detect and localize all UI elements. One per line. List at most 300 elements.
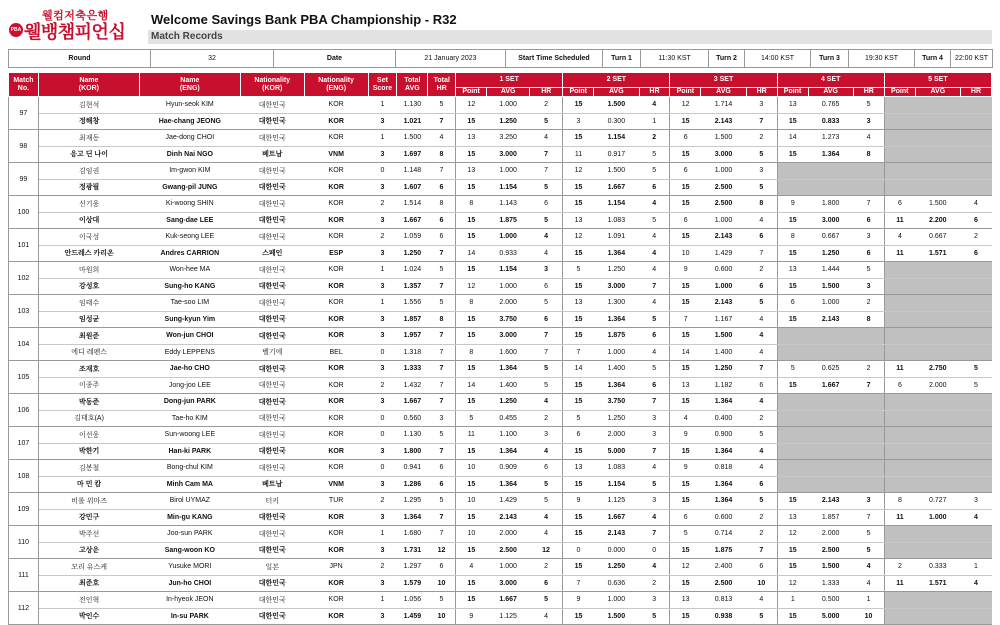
- set-4-avg: [808, 163, 853, 180]
- player-row: [9, 179, 992, 196]
- set-4-hr: 4: [853, 559, 884, 576]
- player-row: [9, 542, 992, 559]
- set-3-point: 15: [670, 394, 701, 411]
- player-name-eng: Birol UYMAZ: [139, 493, 240, 510]
- turn-2-time: 14:00 KST: [745, 50, 811, 68]
- set-2-avg: 1.364: [594, 311, 639, 328]
- set-3-hr: 7: [746, 542, 777, 559]
- set-2-hr: 4: [639, 344, 670, 361]
- set-4-avg: 1.444: [808, 262, 853, 279]
- set-2-point: 13: [563, 460, 594, 477]
- set-2-point: 13: [563, 295, 594, 312]
- player-name-kor: 이종주: [38, 377, 139, 394]
- set-4-hr: 5: [853, 97, 884, 114]
- set-2-hr: 4: [639, 262, 670, 279]
- total-avg: 1.857: [397, 311, 428, 328]
- player-nationality-kor: 대한민국: [240, 97, 304, 114]
- set-2-hr: 3: [639, 493, 670, 510]
- player-nationality-kor: 베트남: [240, 146, 304, 163]
- set-2-avg: 0.917: [594, 146, 639, 163]
- set-3-hr: 6: [746, 559, 777, 576]
- set-4-point: 15: [777, 245, 808, 262]
- set-score: 3: [368, 608, 397, 625]
- set-1-hr: 7: [530, 163, 563, 180]
- set-1-hr: 4: [530, 394, 563, 411]
- set-3-hr: 4: [746, 311, 777, 328]
- player-name-eng: In-su PARK: [139, 608, 240, 625]
- set-2-point: 5: [563, 410, 594, 427]
- set-4-avg: 0.765: [808, 97, 853, 114]
- set-score: 3: [368, 311, 397, 328]
- set-1-point: 13: [456, 130, 487, 147]
- set-score: 2: [368, 493, 397, 510]
- total-hr: 7: [428, 163, 456, 180]
- total-avg: 1.333: [397, 361, 428, 378]
- set-5-point: [884, 262, 915, 279]
- set-5-point: [884, 130, 915, 147]
- set-4-point: [777, 394, 808, 411]
- set-1-avg: 1.364: [487, 361, 530, 378]
- date-label: Date: [274, 50, 396, 68]
- set-4-hr: 3: [853, 113, 884, 130]
- player-nationality-eng: KOR: [304, 443, 368, 460]
- set-score: 3: [368, 394, 397, 411]
- player-name-kor: 임성균: [38, 311, 139, 328]
- set-3-hr: 5: [746, 608, 777, 625]
- set-3-hr: 4: [746, 212, 777, 229]
- set-2-hr: 4: [639, 245, 670, 262]
- set-4-avg: 0.833: [808, 113, 853, 130]
- player-name-kor: 이국성: [38, 229, 139, 246]
- set-4-hr: 8: [853, 146, 884, 163]
- set-4-hr: 6: [853, 245, 884, 262]
- set-3-avg: 1.714: [701, 97, 746, 114]
- set-1-point: 12: [456, 97, 487, 114]
- set-2-hr: 2: [639, 130, 670, 147]
- match-number: 99: [9, 163, 39, 196]
- set-2-point: 15: [563, 559, 594, 576]
- set-1-point: 15: [456, 113, 487, 130]
- set-3-avg: 1.364: [701, 443, 746, 460]
- set-3-point: 15: [670, 443, 701, 460]
- total-hr: 7: [428, 245, 456, 262]
- total-hr: 7: [428, 509, 456, 526]
- player-name-eng: Won-hee MA: [139, 262, 240, 279]
- set-3-avg: 0.600: [701, 509, 746, 526]
- set-4-avg: 1.364: [808, 146, 853, 163]
- player-name-eng: Sun-woong LEE: [139, 427, 240, 444]
- set-5-avg: 2.750: [915, 361, 960, 378]
- player-name-kor: 전인혁: [38, 592, 139, 609]
- total-avg: 1.148: [397, 163, 428, 180]
- set-5-avg: [915, 542, 960, 559]
- set-3-avg: 3.000: [701, 146, 746, 163]
- set-3-hr: 10: [746, 575, 777, 592]
- set-2-avg: 3.750: [594, 394, 639, 411]
- set-5-point: [884, 179, 915, 196]
- set-2-point: 15: [563, 245, 594, 262]
- set-1-avg: 1.364: [487, 443, 530, 460]
- set-score: 0: [368, 427, 397, 444]
- col-set-4-hr: HR: [853, 88, 884, 97]
- set-4-point: 8: [777, 229, 808, 246]
- set-4-hr: 3: [853, 278, 884, 295]
- set-1-avg: 1.667: [487, 592, 530, 609]
- player-nationality-eng: VNM: [304, 146, 368, 163]
- col-set-2-point: Point: [563, 88, 594, 97]
- player-name-kor: 안드레스 카리온: [38, 245, 139, 262]
- round-label: Round: [9, 50, 151, 68]
- player-name-kor: 김현석: [38, 97, 139, 114]
- player-nationality-eng: KOR: [304, 361, 368, 378]
- total-hr: 6: [428, 212, 456, 229]
- page-title: Welcome Savings Bank PBA Championship - R32: [151, 12, 457, 27]
- set-4-point: 13: [777, 509, 808, 526]
- set-1-avg: 1.000: [487, 163, 530, 180]
- set-5-hr: 5: [960, 361, 991, 378]
- set-3-hr: 6: [746, 278, 777, 295]
- set-4-hr: 4: [853, 575, 884, 592]
- col-set-5-hr: HR: [960, 88, 991, 97]
- set-3-point: 15: [670, 196, 701, 213]
- player-name-kor: 강성호: [38, 278, 139, 295]
- set-3-point: 9: [670, 427, 701, 444]
- total-avg: 1.364: [397, 509, 428, 526]
- total-avg: 1.021: [397, 113, 428, 130]
- set-score: 3: [368, 179, 397, 196]
- player-row: [9, 245, 992, 262]
- player-nationality-kor: 대한민국: [240, 542, 304, 559]
- set-1-avg: 2.000: [487, 526, 530, 543]
- set-3-hr: 5: [746, 493, 777, 510]
- set-4-point: 15: [777, 559, 808, 576]
- set-5-hr: [960, 278, 991, 295]
- total-hr: 6: [428, 559, 456, 576]
- total-hr: 10: [428, 608, 456, 625]
- set-1-avg: 1.875: [487, 212, 530, 229]
- set-2-hr: 3: [639, 427, 670, 444]
- set-2-hr: 5: [639, 212, 670, 229]
- player-name-kor: 박인수: [38, 608, 139, 625]
- player-nationality-kor: 대한민국: [240, 328, 304, 345]
- set-4-point: 5: [777, 361, 808, 378]
- logo-bottom-text: 웰뱅챔피언십: [24, 22, 126, 42]
- set-2-avg: 1.154: [594, 130, 639, 147]
- set-2-point: 12: [563, 229, 594, 246]
- set-3-avg: 2.143: [701, 229, 746, 246]
- set-3-point: 15: [670, 295, 701, 312]
- set-1-hr: 5: [530, 295, 563, 312]
- set-2-avg: 2.143: [594, 526, 639, 543]
- player-nationality-kor: 대한민국: [240, 229, 304, 246]
- player-name-eng: Min-gu KANG: [139, 509, 240, 526]
- player-row: [9, 443, 992, 460]
- set-4-avg: [808, 476, 853, 493]
- set-5-hr: [960, 295, 991, 312]
- player-row: [9, 311, 992, 328]
- set-2-hr: 4: [639, 229, 670, 246]
- player-name-eng: Jae-dong CHOI: [139, 130, 240, 147]
- col-set-5-point: Point: [884, 88, 915, 97]
- match-number: 101: [9, 229, 39, 262]
- player-nationality-eng: KOR: [304, 509, 368, 526]
- set-2-point: 15: [563, 130, 594, 147]
- player-nationality-kor: 대한민국: [240, 163, 304, 180]
- set-1-hr: 5: [530, 361, 563, 378]
- col-set-2-hr: HR: [639, 88, 670, 97]
- set-4-avg: 2.143: [808, 311, 853, 328]
- set-3-avg: 2.500: [701, 575, 746, 592]
- total-avg: 0.560: [397, 410, 428, 427]
- total-hr: 7: [428, 344, 456, 361]
- set-5-avg: 2.200: [915, 212, 960, 229]
- player-nationality-eng: KOR: [304, 460, 368, 477]
- set-1-point: 15: [456, 146, 487, 163]
- set-3-hr: 7: [746, 245, 777, 262]
- set-1-point: 15: [456, 592, 487, 609]
- total-hr: 12: [428, 542, 456, 559]
- set-4-avg: 2.000: [808, 526, 853, 543]
- set-2-avg: 1.875: [594, 328, 639, 345]
- set-4-hr: 4: [853, 130, 884, 147]
- total-hr: 7: [428, 526, 456, 543]
- match-number: 105: [9, 361, 39, 394]
- set-2-hr: 5: [639, 163, 670, 180]
- set-4-point: [777, 410, 808, 427]
- set-2-avg: 0.000: [594, 542, 639, 559]
- set-4-hr: 2: [853, 295, 884, 312]
- set-3-point: 12: [670, 97, 701, 114]
- player-name-eng: Andres CARRION: [139, 245, 240, 262]
- player-row: [9, 509, 992, 526]
- player-nationality-kor: 대한민국: [240, 509, 304, 526]
- player-name-kor: 모리 유스케: [38, 559, 139, 576]
- player-name-eng: Won-jun CHOI: [139, 328, 240, 345]
- set-3-point: 9: [670, 460, 701, 477]
- player-name-kor: 마 민 캄: [38, 476, 139, 493]
- player-nationality-eng: KOR: [304, 542, 368, 559]
- set-3-avg: 1.364: [701, 493, 746, 510]
- set-3-avg: 0.813: [701, 592, 746, 609]
- set-5-hr: [960, 311, 991, 328]
- set-1-hr: 5: [530, 493, 563, 510]
- set-1-avg: 3.000: [487, 146, 530, 163]
- set-5-avg: [915, 526, 960, 543]
- set-4-hr: 3: [853, 229, 884, 246]
- set-score: 1: [368, 295, 397, 312]
- set-5-avg: [915, 295, 960, 312]
- set-2-avg: 1.364: [594, 245, 639, 262]
- set-1-point: 15: [456, 311, 487, 328]
- pba-badge-icon: PBA: [9, 23, 23, 37]
- set-5-point: 11: [884, 212, 915, 229]
- set-1-hr: 3: [530, 262, 563, 279]
- col-set-3-hr: HR: [746, 88, 777, 97]
- set-2-avg: 1.154: [594, 196, 639, 213]
- col-set-4-avg: AVG: [808, 88, 853, 97]
- set-3-hr: 4: [746, 460, 777, 477]
- set-score: 0: [368, 460, 397, 477]
- set-1-avg: 1.400: [487, 377, 530, 394]
- match-number: 100: [9, 196, 39, 229]
- set-3-hr: 4: [746, 443, 777, 460]
- turn-4-time: 22:00 KST: [951, 50, 993, 68]
- set-2-avg: 3.000: [594, 278, 639, 295]
- set-2-avg: 1.500: [594, 608, 639, 625]
- set-3-avg: 1.000: [701, 278, 746, 295]
- set-4-point: 15: [777, 493, 808, 510]
- set-5-hr: [960, 179, 991, 196]
- set-1-hr: 4: [530, 229, 563, 246]
- set-3-point: 12: [670, 559, 701, 576]
- set-4-hr: 8: [853, 311, 884, 328]
- set-4-avg: [808, 460, 853, 477]
- set-score: 3: [368, 443, 397, 460]
- set-4-point: 12: [777, 575, 808, 592]
- set-2-avg: 1.667: [594, 509, 639, 526]
- set-3-point: 9: [670, 262, 701, 279]
- set-4-point: [777, 476, 808, 493]
- player-nationality-eng: KOR: [304, 130, 368, 147]
- set-1-avg: 1.100: [487, 427, 530, 444]
- subtitle-bar: [148, 30, 992, 44]
- total-avg: 1.680: [397, 526, 428, 543]
- set-4-avg: 1.273: [808, 130, 853, 147]
- col-set-1-avg: AVG: [487, 88, 530, 97]
- set-4-hr: 1: [853, 592, 884, 609]
- set-1-point: 15: [456, 443, 487, 460]
- set-1-avg: 1.143: [487, 196, 530, 213]
- set-3-point: 6: [670, 212, 701, 229]
- set-4-avg: [808, 410, 853, 427]
- col-total-avg: Total AVG: [397, 73, 428, 97]
- set-score: 2: [368, 559, 397, 576]
- set-5-point: [884, 97, 915, 114]
- set-3-point: 15: [670, 229, 701, 246]
- player-name-eng: Han-ki PARK: [139, 443, 240, 460]
- set-1-point: 15: [456, 229, 487, 246]
- set-2-point: 15: [563, 509, 594, 526]
- set-3-avg: 1.500: [701, 130, 746, 147]
- turn-1-time: 11:30 KST: [641, 50, 709, 68]
- set-1-hr: 2: [530, 559, 563, 576]
- set-5-hr: [960, 592, 991, 609]
- player-nationality-eng: KOR: [304, 113, 368, 130]
- set-1-point: 15: [456, 361, 487, 378]
- set-5-point: [884, 476, 915, 493]
- col-set-2-avg: AVG: [594, 88, 639, 97]
- total-avg: 1.667: [397, 394, 428, 411]
- player-name-eng: Dong-jun PARK: [139, 394, 240, 411]
- set-4-point: 15: [777, 212, 808, 229]
- set-4-hr: [853, 328, 884, 345]
- player-row: [9, 229, 992, 246]
- set-1-point: 15: [456, 212, 487, 229]
- set-5-avg: 1.500: [915, 196, 960, 213]
- player-name-kor: 이선웅: [38, 427, 139, 444]
- set-2-point: 15: [563, 608, 594, 625]
- set-4-point: 15: [777, 608, 808, 625]
- set-3-point: 15: [670, 278, 701, 295]
- set-5-avg: [915, 179, 960, 196]
- match-number: 102: [9, 262, 39, 295]
- set-5-point: 6: [884, 377, 915, 394]
- round-value: 32: [151, 50, 274, 68]
- set-4-point: 6: [777, 295, 808, 312]
- set-3-avg: 1.429: [701, 245, 746, 262]
- set-2-avg: 1.125: [594, 493, 639, 510]
- set-3-hr: 4: [746, 592, 777, 609]
- set-1-avg: 1.000: [487, 559, 530, 576]
- set-1-hr: 4: [530, 526, 563, 543]
- total-hr: 10: [428, 575, 456, 592]
- set-5-hr: 1: [960, 559, 991, 576]
- set-3-avg: 1.000: [701, 163, 746, 180]
- player-nationality-kor: 대한민국: [240, 443, 304, 460]
- player-nationality-eng: KOR: [304, 328, 368, 345]
- set-5-avg: [915, 262, 960, 279]
- player-nationality-kor: 스페인: [240, 245, 304, 262]
- set-2-hr: 4: [639, 295, 670, 312]
- set-5-point: 4: [884, 229, 915, 246]
- set-3-point: 14: [670, 344, 701, 361]
- set-3-hr: 3: [746, 97, 777, 114]
- set-4-avg: 1.857: [808, 509, 853, 526]
- player-nationality-kor: 대한민국: [240, 410, 304, 427]
- total-avg: 1.500: [397, 130, 428, 147]
- set-1-avg: 1.429: [487, 493, 530, 510]
- player-nationality-kor: 대한민국: [240, 212, 304, 229]
- set-1-avg: 0.933: [487, 245, 530, 262]
- set-3-hr: 4: [746, 394, 777, 411]
- player-row: [9, 476, 992, 493]
- set-score: 0: [368, 163, 397, 180]
- set-3-avg: 1.364: [701, 476, 746, 493]
- set-4-avg: [808, 443, 853, 460]
- set-3-hr: 2: [746, 509, 777, 526]
- set-4-point: [777, 163, 808, 180]
- set-1-avg: 1.250: [487, 394, 530, 411]
- set-5-avg: [915, 130, 960, 147]
- player-name-eng: Sang-woon KO: [139, 542, 240, 559]
- set-score: 0: [368, 344, 397, 361]
- brand-logo: [8, 7, 132, 45]
- player-nationality-eng: KOR: [304, 229, 368, 246]
- set-3-point: 6: [670, 130, 701, 147]
- set-2-point: 12: [563, 163, 594, 180]
- set-2-point: 15: [563, 311, 594, 328]
- set-4-avg: 0.667: [808, 229, 853, 246]
- player-nationality-kor: 대한민국: [240, 394, 304, 411]
- total-hr: 4: [428, 130, 456, 147]
- col-set-3-point: Point: [670, 88, 701, 97]
- set-4-point: 15: [777, 542, 808, 559]
- set-1-point: 15: [456, 542, 487, 559]
- total-hr: 6: [428, 229, 456, 246]
- set-4-avg: 1.500: [808, 278, 853, 295]
- set-5-hr: 2: [960, 229, 991, 246]
- date-value: 21 January 2023: [396, 50, 506, 68]
- set-score: 3: [368, 509, 397, 526]
- set-4-hr: [853, 163, 884, 180]
- set-1-hr: 5: [530, 592, 563, 609]
- logo-top-text: 웰컴저축은행: [42, 10, 109, 22]
- set-4-point: 1: [777, 592, 808, 609]
- set-4-avg: 2.143: [808, 493, 853, 510]
- set-score: 3: [368, 146, 397, 163]
- set-4-hr: 5: [853, 262, 884, 279]
- player-nationality-eng: TUR: [304, 493, 368, 510]
